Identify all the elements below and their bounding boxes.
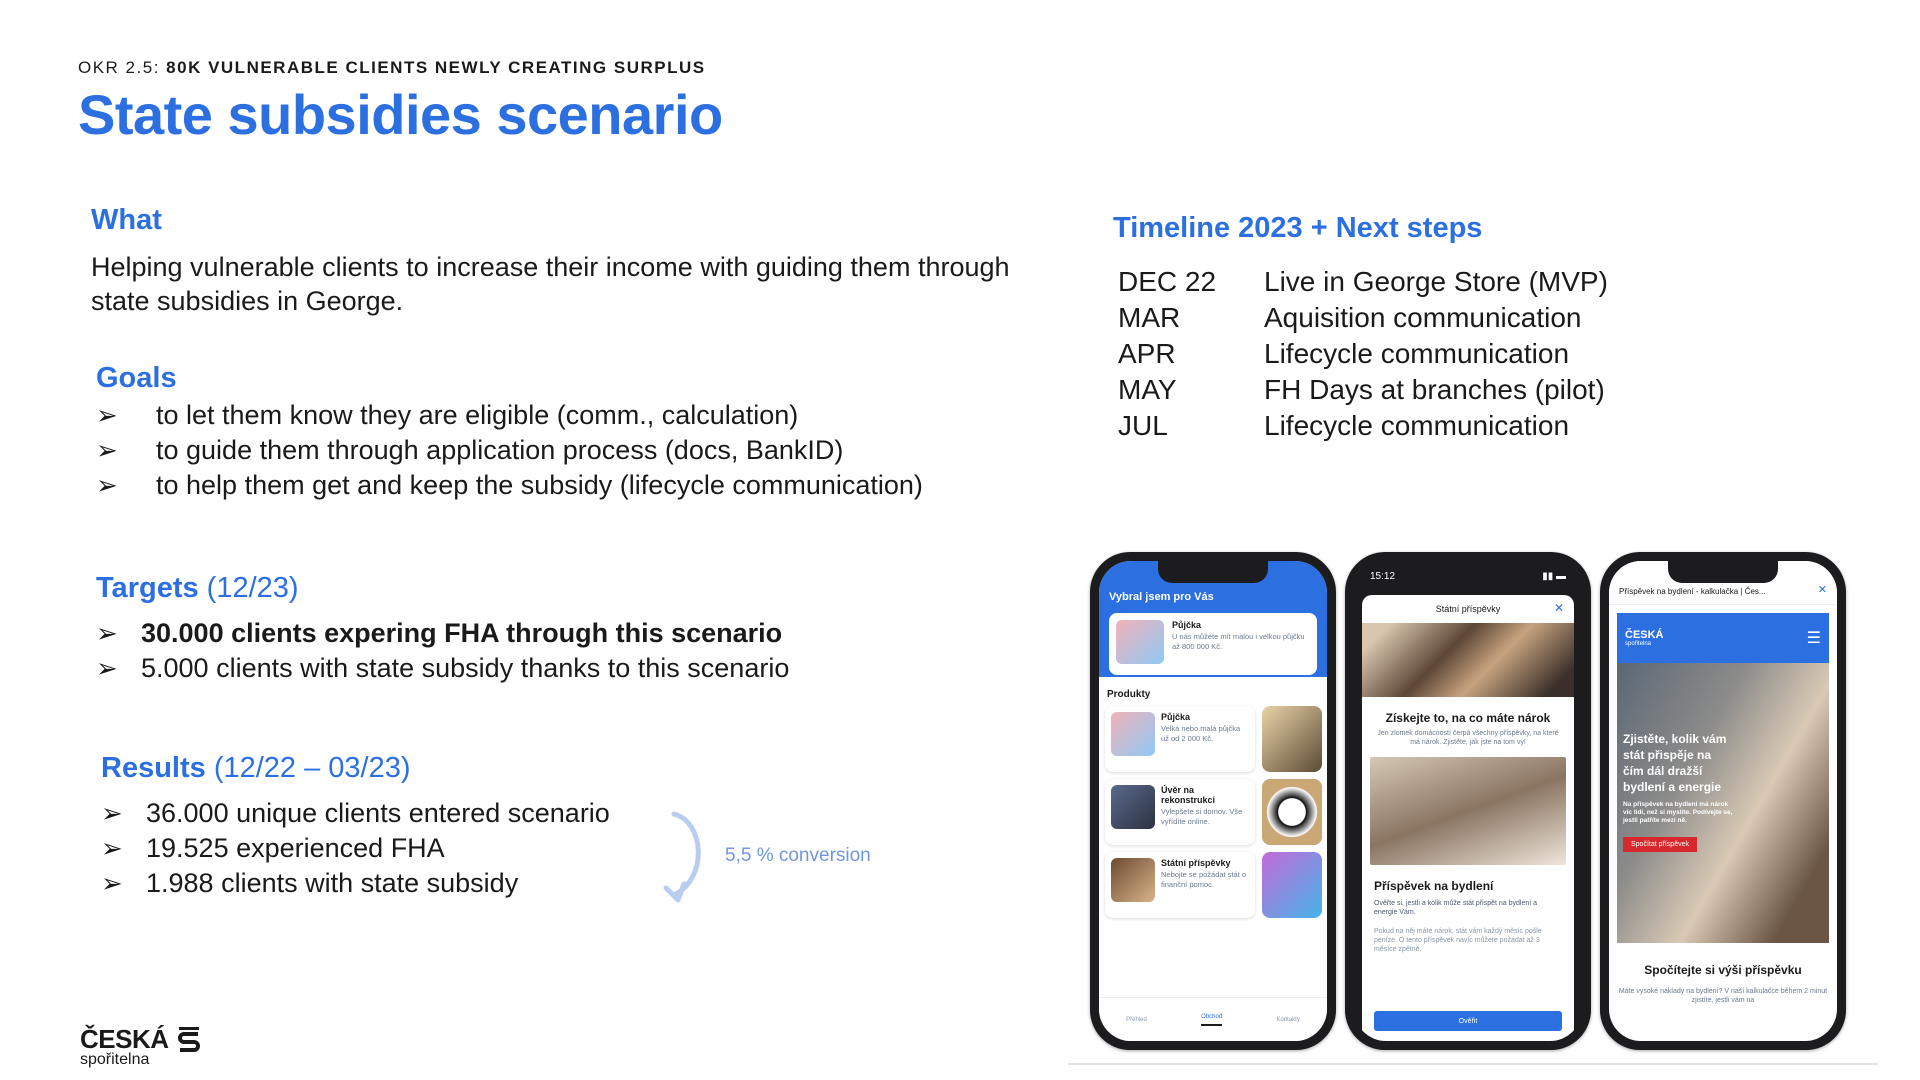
battery-icon: ▮▮ ▬: [1542, 570, 1566, 582]
timeline-row: DEC 22 Live in George Store (MVP): [1118, 266, 1608, 297]
list-item: ➢ to guide them through application process (docs, BankID): [96, 433, 923, 468]
okr-prefix: OKR 2.5:: [78, 58, 160, 77]
phone-screen: Příspěvek na bydlení - kalkulačka | Čes... ✕ ČESKÁ spořitelna ☰ Zjistěte, kolik vám stát přispěje na čím dál dražší bydlení a energie Na příspěvek na bydlení má nárok víc lidí, než si myslíte. Podívejte se, jestli patříte mezi ně. Spočítat příspěvek Spočítejte si výši příspěvku Máte vysoké náklady na bydlení? V naší kalkulačce během 2 minut zjistíte, jestli vám na: [1609, 561, 1837, 1041]
hero-photo: [1617, 663, 1829, 943]
tab-contacts[interactable]: Kontakty: [1276, 1016, 1300, 1023]
phone-notch: [1668, 561, 1778, 583]
loan-image: [1116, 620, 1164, 664]
ceska-sporitelna-logo: ČESKÁ spořitelna: [80, 1024, 201, 1069]
page-title: State subsidies scenario: [78, 83, 723, 146]
phone-screen: [1354, 561, 1582, 1041]
results-period: (12/22 – 03/23): [213, 752, 411, 784]
timeline-row: JUL Lifecycle communication: [1118, 410, 1570, 441]
curved-arrow-icon: [660, 808, 720, 908]
divider: [1068, 1063, 1878, 1065]
targets-period: (12/23): [206, 572, 299, 604]
results-list: [101, 796, 610, 901]
loan-card[interactable]: Půjčka U nás můžete mít malou i velkou půjčku až 800 000 Kč.: [1109, 613, 1317, 675]
subsidies-sheet: Státní příspěvky ✕ Získejte to, na co máte nárok Jen zlomek domácností čerpá všechny příspěvky, na které má nárok. Zjistěte, jak jste na tom vy! Příspěvek na bydlení Ověřte si, jestli a kolik může stát přispět na bydlení a energie Vám. Pokud na něj máte nárok, stát vám každý měsíc pošle peníze. O tento příspěvek navíc můžete požádat až 3 měsíce zpětně. Ověřit: [1362, 595, 1574, 1041]
tab-overview[interactable]: Přehled: [1126, 1016, 1147, 1023]
bottom-tab-bar: [1099, 997, 1327, 1041]
results-heading: Results (12/22 – 03/23): [101, 752, 411, 784]
okr-label: [78, 58, 706, 78]
arrow-bullet-icon: ➢: [96, 435, 118, 465]
arrow-bullet-icon: ➢: [96, 470, 118, 500]
timeline-row: MAY FH Days at branches (pilot): [1118, 374, 1605, 405]
arrow-bullet-icon: ➢: [96, 653, 118, 683]
wallet-image: [1362, 623, 1574, 697]
sporitelna-s-icon: [177, 1027, 201, 1053]
sheet-header: Státní příspěvky ✕: [1435, 601, 1564, 615]
product-image: [1111, 785, 1155, 829]
hero-overlay: Zjistěte, kolik vám stát přispěje na čím dál dražší bydlení a energie Na příspěvek na bydlení má nárok víc lidí, než si myslíte. Podívejte se, jestli patříte mezi ně. Spočítat příspěvek: [1623, 731, 1733, 852]
calculate-button[interactable]: Spočítat příspěvek: [1623, 837, 1697, 852]
list-item: ➢ 36.000 unique clients entered scenario: [101, 796, 610, 831]
product-item[interactable]: Státní příspěvky Nebojte se požádat stát o finanční pomoc.: [1105, 852, 1255, 918]
goals-list: [96, 398, 923, 503]
targets-heading: Targets (12/23): [96, 572, 299, 604]
what-heading: What: [91, 204, 162, 236]
what-text-line2: state subsidies in George.: [91, 286, 404, 316]
conversion-label: 5,5 % conversion: [725, 845, 871, 866]
close-icon[interactable]: ✕: [1817, 584, 1827, 596]
phone-mockup-george-store: [1090, 552, 1336, 1050]
phone-mockup-calculator: [1600, 552, 1846, 1050]
list-item: ➢ 30.000 clients expering FHA through this scenario: [96, 616, 789, 651]
product-image[interactable]: [1262, 852, 1322, 918]
verify-button[interactable]: Ověřit: [1374, 1011, 1562, 1031]
close-icon[interactable]: ✕: [1553, 601, 1564, 615]
phone-mockup-state-subsidies: [1345, 552, 1591, 1050]
status-time: 15:12: [1370, 570, 1396, 582]
timeline-row: APR Lifecycle communication: [1118, 338, 1570, 369]
recommendation-header: Vybral jsem pro Vás Půjčka U nás můžete mít malou i velkou půjčku až 800 000 Kč.: [1099, 561, 1327, 677]
goals-heading: Goals: [96, 362, 177, 394]
product-image[interactable]: [1262, 706, 1322, 772]
targets-list: [96, 616, 789, 686]
product-image[interactable]: [1262, 779, 1322, 845]
timeline-row: MAR Aquisition communication: [1118, 302, 1582, 333]
menu-icon[interactable]: ☰: [1806, 630, 1821, 647]
products-grid: [1099, 706, 1327, 918]
couple-image: [1370, 757, 1566, 865]
tab-store[interactable]: Obchod: [1201, 1014, 1222, 1026]
browser-bar: Příspěvek na bydlení - kalkulačka | Čes... ✕: [1609, 561, 1837, 605]
what-text-line1: Helping vulnerable clients to increase their income with guiding them through: [91, 252, 1010, 282]
arrow-bullet-icon: ➢: [96, 618, 118, 648]
brand-logo[interactable]: ČESKÁ spořitelna: [1625, 629, 1664, 647]
phone-notch: [1158, 561, 1268, 583]
product-item[interactable]: Půjčka Velká nebo malá půjčka už od 2 000 Kč.: [1105, 706, 1255, 772]
list-item: ➢ to let them know they are eligible (comm., calculation): [96, 398, 923, 433]
phone-screen: [1099, 561, 1327, 1041]
arrow-bullet-icon: ➢: [96, 400, 118, 430]
list-item: ➢ to help them get and keep the subsidy (lifecycle communication): [96, 468, 923, 503]
product-image: [1111, 712, 1155, 756]
arrow-bullet-icon: ➢: [101, 833, 123, 863]
list-item: ➢ 5.000 clients with state subsidy thanks to this scenario: [96, 651, 789, 686]
timeline-heading: Timeline 2023 + Next steps: [1113, 212, 1483, 244]
list-item: ➢ 19.525 experienced FHA: [101, 831, 610, 866]
timeline-table: [1118, 264, 1608, 444]
product-image: [1111, 858, 1155, 902]
product-item[interactable]: Úvěr na rekonstrukci Vylepšete si domov. Vše vyřídíte online.: [1105, 779, 1255, 845]
list-item: ➢ 1.988 clients with state subsidy: [101, 866, 610, 901]
arrow-bullet-icon: ➢: [101, 868, 123, 898]
products-label: Produkty: [1107, 689, 1151, 700]
site-header: [1617, 613, 1829, 663]
okr-text: 80K VULNERABLE CLIENTS NEWLY CREATING SURPLUS: [166, 58, 706, 77]
status-bar: [1354, 561, 1582, 591]
arrow-bullet-icon: ➢: [101, 798, 123, 828]
